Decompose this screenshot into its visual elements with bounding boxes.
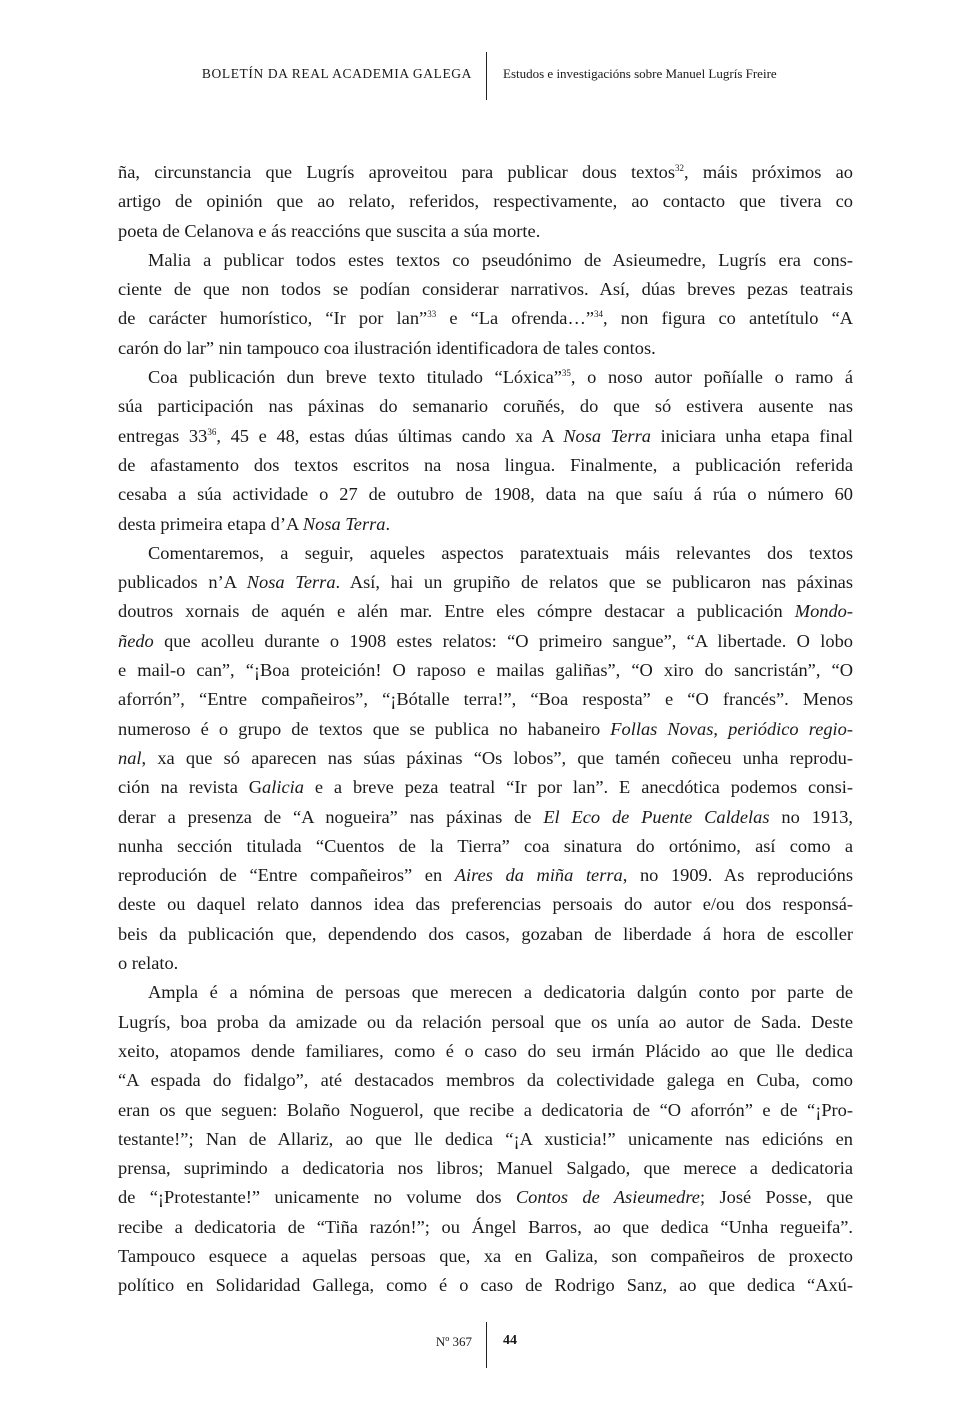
text-run: de “¡Protestante!” unicamente no volume dos: [118, 1187, 516, 1208]
italic-text: Nosa Terra: [302, 513, 386, 534]
italic-text: Follas Novas: [610, 718, 714, 739]
text-run: numeroso é o grupo de textos que se publica no habaneiro: [118, 718, 611, 739]
text-line: [118, 1125, 853, 1154]
footnote-ref: 36: [207, 426, 217, 437]
italic-text: nal: [118, 747, 142, 768]
italic-text: Contos de Asieumedre: [515, 1187, 700, 1208]
footnote-ref: 33: [427, 309, 437, 320]
text-run: súa participación nas páxinas do semanario coruñés, do que só estivera ausente nas: [118, 396, 853, 417]
italic-text: Nosa Terra: [246, 572, 336, 593]
text-line: [118, 187, 853, 216]
text-run: carón do lar” nin tampouco coa ilustración identificadora de tales contos.: [118, 337, 656, 358]
text-line: [118, 890, 853, 919]
text-run: ; José Posse, que: [699, 1187, 853, 1208]
text-run: cesaba a súa actividade o 27 de outubro de 1908, data na que saíu á rúa o número 60: [118, 484, 853, 505]
text-line: [118, 1154, 853, 1183]
text-line: [118, 685, 853, 714]
text-line: [118, 1008, 853, 1037]
text-run: , no 1909. As reproducións: [622, 865, 854, 886]
journal-title: BOLETÍN DA REAL ACADEMIA GALEGA: [201, 66, 472, 81]
text-line: [118, 275, 853, 304]
text-run: e mail-o can”, “¡Boa proteición! O raposo e mailas galiñas”, “O xiro do sancristán”, “O: [118, 660, 853, 681]
section-title: Estudos e investigacións sobre Manuel Lugrís Freire: [503, 66, 777, 81]
text-run: artigo de opinión que ao relato, referidos, respectivamente, ao contacto que tivera co: [118, 191, 853, 212]
text-line: [118, 1066, 853, 1095]
italic-text: El Eco de Puente Caldelas: [543, 806, 770, 827]
text-run: , non figura co antetítulo “A: [603, 308, 854, 329]
text-run: Lugrís, boa proba da amizade ou da relación persoal que os unía ao autor de Sada. Deste: [118, 1011, 853, 1032]
text-line: [118, 1242, 853, 1271]
text-line: [118, 920, 853, 949]
footer-divider: [486, 1322, 487, 1368]
text-run: xeito, atopamos dende familiares, como é o caso do seu irmán Plácido ao que lle dedica: [118, 1040, 853, 1061]
text-run: iniciara unha etapa final: [650, 425, 853, 446]
text-run: , o noso autor poñíalle o ramo á: [570, 367, 853, 388]
running-footer: [0, 1322, 975, 1368]
text-line: [118, 803, 853, 832]
text-run: político en Solidaridad Gallega, como é o caso de Rodrigo Sanz, ao que dedica “Axú-: [118, 1275, 853, 1296]
text-run: ,: [713, 718, 729, 739]
text-line: [118, 158, 853, 187]
text-run: e “La ofrenda…”: [436, 308, 595, 329]
text-run: testante!”; Nan de Allariz, ao que lle dedica “¡A xusticia!” unicamente nas edicións en: [118, 1128, 853, 1149]
text-run: o relato.: [118, 953, 179, 974]
text-line: [118, 949, 853, 978]
text-run: doutros xornais de aquén e alén mar. Entre eles cómpre destacar a publicación: [118, 601, 795, 622]
text-line: [118, 539, 853, 568]
text-run: beis da publicación que, dependendo dos casos, gozaban de liberdade á hora de escoller: [118, 923, 853, 944]
italic-text: periódico regio-: [728, 718, 853, 739]
text-run: .: [385, 513, 391, 534]
text-line: [118, 422, 853, 451]
text-run: ción na revista G: [118, 777, 263, 798]
text-run: ña, circunstancia que Lugrís aproveitou para publicar dous textos: [118, 162, 675, 182]
italic-text: Mondo-: [794, 601, 853, 622]
text-run: publicados n’A: [118, 572, 247, 593]
text-run: prensa, suprimindo a dedicatoria nos libros; Manuel Salgado, que merece a dedicatoria: [118, 1158, 853, 1179]
text-run: aforrón”, “Entre compañeiros”, “¡Bótalle terra!”, “Boa resposta” e “O francés”. Menos: [118, 689, 853, 710]
article-body: [118, 158, 853, 1301]
text-line: [118, 363, 853, 392]
text-run: de afastamento dos textos escritos na nosa lingua. Finalmente, a publicación referida: [118, 454, 853, 475]
text-run: Ampla é a nómina de persoas que merecen a dedicatoria dalgún conto por parte de: [148, 982, 853, 1003]
text-run: de carácter humorístico, “Ir por lan”: [118, 308, 428, 329]
text-line: [118, 451, 853, 480]
text-run: Malia a publicar todos estes textos co pseudónimo de Asieumedre, Lugrís era cons-: [148, 249, 853, 270]
header-divider: [486, 52, 487, 100]
text-line: [118, 832, 853, 861]
text-line: [118, 1271, 853, 1300]
text-run: que acolleu durante o 1908 estes relatos: “O primeiro sangue”, “A libertade. O lobo: [153, 630, 853, 651]
text-run: Tampouco esquece a aquelas persoas que, xa en Galiza, son compañeiros de proxecto: [118, 1245, 853, 1266]
text-line: [118, 627, 853, 656]
text-run: poeta de Celanova e ás reaccións que suscita a súa morte.: [118, 220, 541, 241]
text-line: [118, 392, 853, 421]
text-line: [118, 744, 853, 773]
text-run: ciente de que non todos se podían considerar narrativos. Así, dúas breves pezas teatrais: [118, 279, 853, 300]
text-line: [118, 773, 853, 802]
text-line: [118, 304, 853, 333]
text-run: “A espada do fidalgo”, até destacados membros da colectividade galega en Cuba, como: [118, 1070, 853, 1091]
issue-number: Nº 367: [435, 1334, 472, 1349]
text-line: [118, 715, 853, 744]
text-run: e a breve peza teatral “Ir por lan”. E anecdótica podemos consi-: [303, 777, 853, 798]
text-line: [118, 978, 853, 1007]
text-line: [118, 1183, 853, 1212]
text-run: Coa publicación dun breve texto titulado “Lóxica”: [148, 367, 562, 388]
page-number: 44: [503, 1333, 517, 1348]
text-run: entregas 33: [118, 425, 208, 446]
text-line: [118, 1213, 853, 1242]
text-run: eran os que seguen: Bolaño Noguerol, que recibe a dedicatoria de “O aforrón” e de “¡Pro-: [118, 1099, 853, 1120]
footnote-ref: 32: [675, 163, 684, 173]
italic-text: Aires da miña terra: [454, 865, 623, 886]
text-run: deste ou daquel relato dannos idea das preferencias persoais do autor e/ou dos responsá-: [118, 894, 853, 915]
text-line: [118, 861, 853, 890]
italic-text: ñedo: [118, 630, 154, 651]
text-line: [118, 568, 853, 597]
text-line: [118, 480, 853, 509]
text-line: [118, 510, 853, 539]
text-run: recibe a dedicatoria de “Tiña razón!”; ou Ángel Barros, ao que dedica “Unha regueifa”.: [118, 1216, 853, 1237]
text-run: Comentaremos, a seguir, aqueles aspectos paratextuais máis relevantes dos textos: [148, 542, 853, 563]
text-line: [118, 656, 853, 685]
text-line: [118, 1037, 853, 1066]
text-line: [118, 246, 853, 275]
footnote-ref: 35: [561, 368, 571, 379]
text-run: , máis próximos ao: [684, 162, 854, 182]
text-line: [118, 217, 853, 246]
running-header: [0, 52, 975, 100]
text-run: nunha sección titulada “Cuentos de la Tierra” coa sinatura do ortónimo, así como a: [118, 835, 853, 856]
text-run: derar a presenza de “A nogueira” nas páxinas de: [118, 806, 544, 827]
text-run: , xa que só aparecen nas súas páxinas “Os lobos”, que tamén coñeceu unha reprodu-: [141, 747, 853, 768]
text-run: . Así, hai un grupiño de relatos que se publicaron nas páxinas: [335, 572, 853, 593]
text-run: reprodución de “Entre compañeiros” en: [118, 865, 455, 886]
footnote-ref: 34: [594, 309, 604, 320]
text-run: , 45 e 48, estas dúas últimas cando xa A: [216, 425, 564, 446]
text-line: [118, 1096, 853, 1125]
text-run: no 1913,: [769, 806, 854, 827]
text-line: [118, 597, 853, 626]
italic-text: alicia: [262, 777, 304, 798]
text-line: [118, 334, 853, 363]
italic-text: Nosa Terra: [563, 425, 651, 446]
text-run: desta primeira etapa d’A: [118, 513, 303, 534]
